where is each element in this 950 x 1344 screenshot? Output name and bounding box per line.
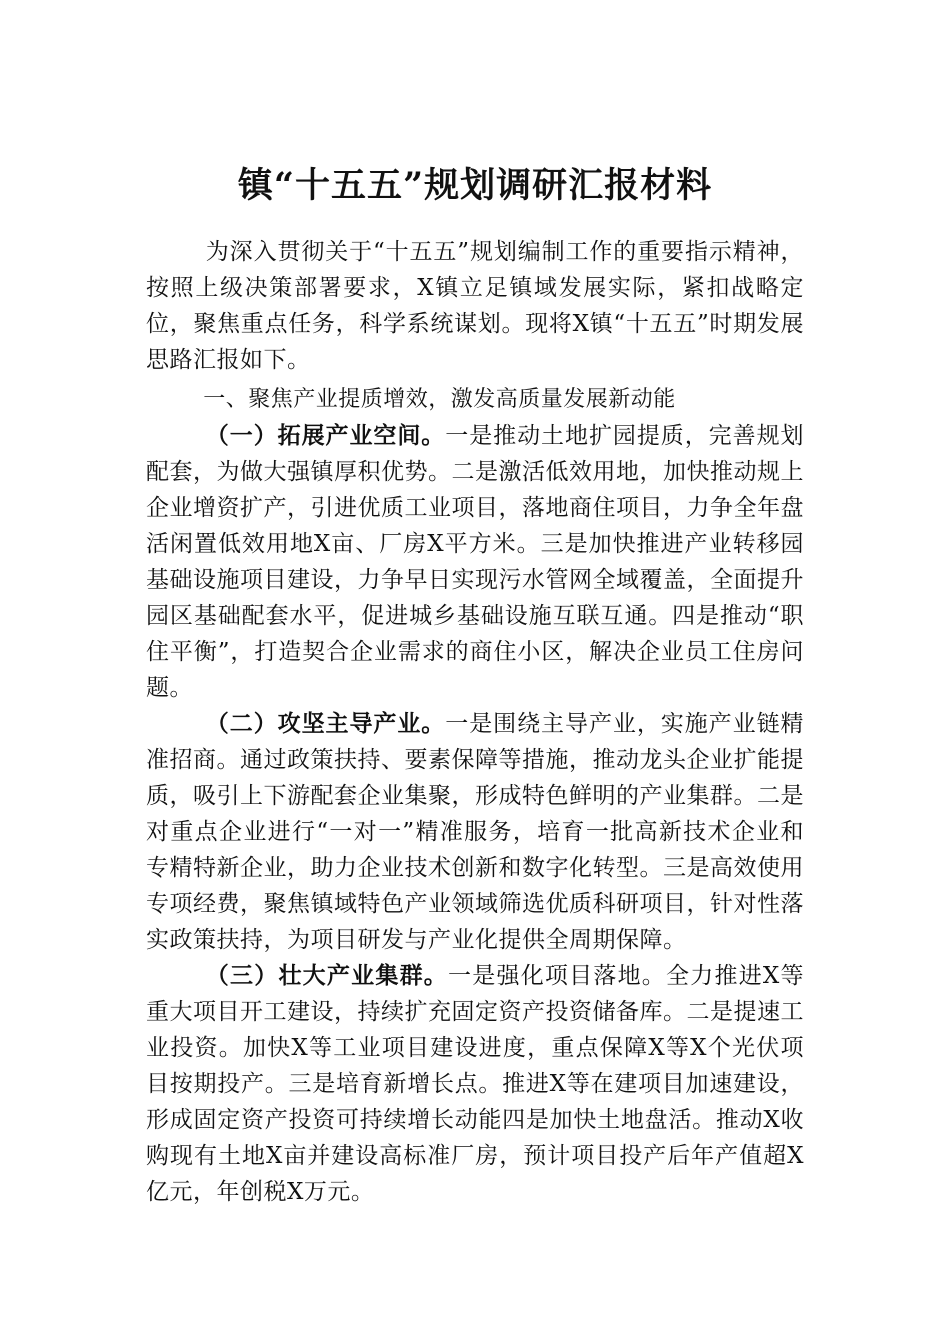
subsection-label: （三）壮大产业集群。: [205, 962, 449, 989]
intro-paragraph: 为深入贯彻关于“十五五”规划编制工作的重要指示精神，按照上级决策部署要求，X镇立足镇域发展实际，紧扣战略定位，聚焦重点任务，科学系统谋划。现将X镇“十五五”时期发展思路汇报如下。: [146, 239, 804, 373]
subsection-paragraph: [146, 706, 804, 958]
subsection-paragraph: [146, 958, 804, 1210]
subsection-label: （一）拓展产业空间。: [205, 422, 446, 449]
document-title: 镇“十五五”规划调研汇报材料: [237, 165, 713, 206]
subsection-text: 一是围绕主导产业，实施产业链精准招商。通过政策扶持、要素保障等措施，推动龙头企业扩能提质，吸引上下游配套企业集聚，形成特色鲜明的产业集群。二是对重点企业进行“一对一”精准服务，培育一批高新技术企业和专精特新企业，助力企业技术创新和数字化转型。三是高效使用专项经费，聚焦镇域特色产业领域筛选优质科研项目，针对性落实政策扶持，为项目研发与产业化提供全周期保障。: [146, 711, 805, 953]
subsection-label: （二）攻坚主导产业。: [205, 710, 446, 737]
subsection-paragraph: [146, 418, 804, 706]
subsection-text: 一是强化项目落地。全力推进X等重大项目开工建设，持续扩充固定资产投资储备库。二是提速工业投资。加快X等工业项目建设进度，重点保障X等X个光伏项目按期投产。三是培育新增长点。推进X等在建项目加速建设，形成固定资产投资可持续增长动能四是加快土地盘活。推动X收购现有土地X亩并建设高标准厂房，预计项目投产后年产值超X亿元，年创税X万元。: [146, 963, 805, 1205]
document-body: [146, 234, 804, 1210]
subsection-text: 一是推动土地扩园提质，完善规划配套，为做大强镇厚积优势。二是激活低效用地，加快推动规上企业增资扩产，引进优质工业项目，落地商住项目，力争全年盘活闲置低效用地X亩、厂房X平方米。三是加快推进产业转移园基础设施项目建设，力争早日实现污水管网全域覆盖，全面提升园区基础配套水平，促进城乡基础设施互联互通。四是推动“职住平衡”，打造契合企业需求的商住小区，解决企业员工住房问题。: [146, 423, 805, 701]
section-heading: 一、聚焦产业提质增效，激发高质量发展新动能: [203, 387, 676, 412]
